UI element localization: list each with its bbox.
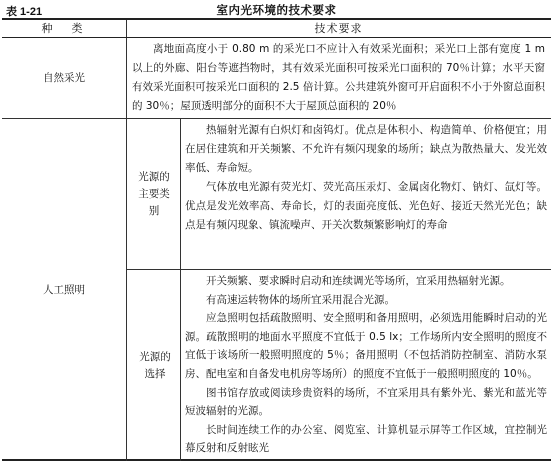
selection-label: 光源的选择 bbox=[139, 350, 171, 380]
table-title: 室内光环境的技术要求 bbox=[216, 3, 337, 17]
selection-paragraph: 开关频繁、要求瞬时启动和连续调光等场所，宜采用热辐射光源。 bbox=[206, 275, 511, 287]
selection-paragraph: 有高速运转物体的场所宜采用混合光源。 bbox=[206, 293, 395, 306]
main-types-label: 光源的主要类别 bbox=[138, 170, 170, 217]
row-rule-types bbox=[126, 269, 551, 270]
table-number: 表 1-21 bbox=[6, 6, 43, 18]
header-requirements: 技术要求 bbox=[314, 22, 363, 35]
col-divider-sub bbox=[180, 118, 181, 461]
selection-text-cell bbox=[185, 272, 547, 460]
selection-paragraph: 应急照明包括疏散照明、安全照明和备用照明，必须选用能瞬时启动的光源。疏散照明的地面水平照度不宜低于 0.5 lx；工作场所内安全照明的照度不宜低于该场所一般照明照度的 5％；备用照明（不包括消防控制室、消防水泵房、配电室和自备发电机房等场所）的照度不宜低于一般照明照度的 10％。 bbox=[185, 312, 547, 380]
header-type: 种 类 bbox=[41, 22, 87, 35]
main-types-paragraph: 气体放电光源有荧光灯、荧光高压汞灯、金属卤化物灯、钠灯、氙灯等。优点是发光效率高、寿命长，灯的表面亮度低、光色好、接近天然光光色；缺点是有频闪现象、镇流噪声、开关次数频繁影响灯的寿命 bbox=[185, 181, 547, 231]
selection-paragraph: 图书馆存放或阅读珍贵资料的场所，不宜采用具有紫外光、紫光和蓝光等短波辐射的光源。 bbox=[185, 386, 547, 418]
col-divider-main bbox=[126, 20, 127, 461]
main-types-paragraph: 热辐射光源有白炽灯和卤钨灯。优点是体积小、构造简单、价格便宜；用在居住建筑和开关频繁、不允许有频闪现象的场所；缺点为散热量大、发光效率低、寿命短。 bbox=[185, 124, 547, 174]
natural-light-text-cell bbox=[132, 40, 545, 118]
natural-light-text: 离地面高度小于 0.80 m 的采光口不应计入有效采光面积；采光口上部有宽度 1 m以上的外廊、阳台等遮挡物时，其有效采光面积可按采光口面积的 70％计算；水平天窗有效采光面积可按采光口面积的 2.5 倍计算。公共建筑外窗可开启面积不小于外窗总面积的 30％；屋顶透明部分的面积不大于屋顶总面积的 20％ bbox=[132, 43, 545, 112]
natural-light-label: 自然采光 bbox=[43, 71, 85, 84]
selection-paragraph: 长时间连续工作的办公室、阅览室、计算机显示屏等工作区域，宜控制光幕反射和反射眩光 bbox=[185, 423, 547, 455]
table-caption bbox=[0, 0, 553, 17]
main-types-text-cell bbox=[185, 121, 547, 269]
artificial-light-label: 人工照明 bbox=[43, 283, 85, 296]
requirements-table bbox=[2, 18, 551, 461]
